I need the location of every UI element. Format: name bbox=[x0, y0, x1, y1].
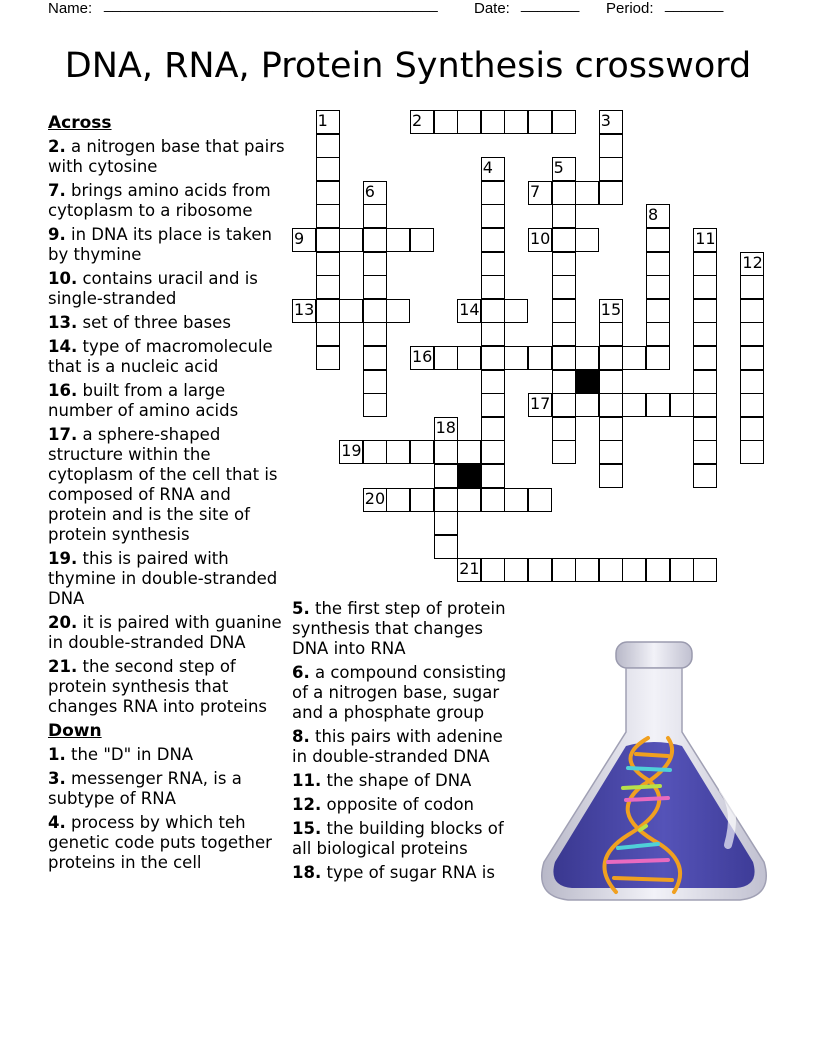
grid-cell[interactable] bbox=[316, 299, 340, 323]
period-label: Period: bbox=[606, 0, 654, 17]
clue-number: 17. bbox=[48, 425, 78, 444]
grid-cell[interactable] bbox=[552, 393, 576, 417]
grid-cell[interactable] bbox=[622, 346, 646, 370]
grid-cell[interactable] bbox=[599, 370, 623, 394]
clue-number: 14. bbox=[48, 337, 78, 356]
grid-cell[interactable] bbox=[646, 252, 670, 276]
grid-cell[interactable] bbox=[740, 322, 764, 346]
clues-left-column bbox=[48, 113, 288, 877]
clue-across-17 bbox=[48, 425, 288, 545]
clue-across-19 bbox=[48, 549, 288, 609]
clue-text: it is paired with guanine in double-stranded DNA bbox=[48, 613, 282, 652]
grid-cell[interactable] bbox=[504, 110, 528, 134]
clue-text: a nitrogen base that pairs with cytosine bbox=[48, 137, 285, 176]
grid-cell[interactable] bbox=[481, 157, 505, 181]
clue-across-9 bbox=[48, 225, 288, 265]
grid-cell[interactable] bbox=[693, 370, 717, 394]
grid-cell[interactable] bbox=[599, 110, 623, 134]
grid-cell[interactable] bbox=[740, 252, 764, 276]
clue-number: 13. bbox=[48, 313, 78, 332]
grid-cell[interactable] bbox=[434, 535, 458, 559]
clue-down-4 bbox=[48, 813, 288, 873]
grid-cell[interactable] bbox=[646, 558, 670, 582]
grid-cell[interactable] bbox=[457, 299, 481, 323]
grid-cell[interactable] bbox=[316, 134, 340, 158]
clue-text: this is paired with thymine in double-stranded DNA bbox=[48, 549, 278, 608]
grid-cell[interactable] bbox=[481, 346, 505, 370]
grid-cell[interactable] bbox=[410, 110, 434, 134]
grid-cell[interactable] bbox=[339, 440, 363, 464]
clue-across-16 bbox=[48, 381, 288, 421]
grid-number: 10 bbox=[530, 229, 551, 248]
grid-cell[interactable] bbox=[457, 488, 481, 512]
clue-down-18 bbox=[292, 863, 522, 883]
grid-cell[interactable] bbox=[646, 204, 670, 228]
grid-cell[interactable] bbox=[693, 252, 717, 276]
grid-number: 20 bbox=[364, 488, 386, 508]
clue-text: the second step of protein synthesis that changes RNA into proteins bbox=[48, 657, 268, 716]
grid-cell[interactable] bbox=[386, 440, 410, 464]
grid-cell[interactable] bbox=[481, 464, 505, 488]
grid-cell[interactable] bbox=[457, 110, 481, 134]
grid-cell[interactable] bbox=[316, 252, 340, 276]
clue-text: brings amino acids from cytoplasm to a ribosome bbox=[48, 181, 271, 220]
grid-cell[interactable] bbox=[316, 181, 340, 205]
grid-cell[interactable] bbox=[740, 346, 764, 370]
grid-cell[interactable] bbox=[481, 370, 505, 394]
grid-cell[interactable] bbox=[316, 322, 340, 346]
grid-cell[interactable] bbox=[339, 228, 363, 252]
clue-across-13 bbox=[48, 313, 288, 333]
grid-cell[interactable] bbox=[552, 275, 576, 299]
grid-cell[interactable] bbox=[434, 511, 458, 535]
grid-cell[interactable] bbox=[552, 299, 576, 323]
grid-cell[interactable] bbox=[363, 228, 387, 252]
grid-number: 7 bbox=[530, 181, 541, 201]
grid-cell[interactable] bbox=[552, 440, 576, 464]
grid-number: 1 bbox=[317, 111, 328, 130]
grid-cell[interactable] bbox=[316, 110, 340, 134]
clue-number: 16. bbox=[48, 381, 78, 400]
grid-cell[interactable] bbox=[552, 370, 576, 394]
grid-cell[interactable] bbox=[599, 299, 623, 323]
grid-cell[interactable] bbox=[410, 228, 434, 252]
grid-cell[interactable] bbox=[316, 228, 340, 252]
grid-cell[interactable] bbox=[670, 558, 694, 582]
grid-cell[interactable] bbox=[363, 252, 387, 276]
name-blank[interactable]: ________________________________________ bbox=[104, 0, 438, 13]
grid-cell[interactable] bbox=[363, 370, 387, 394]
grid-cell[interactable] bbox=[481, 322, 505, 346]
grid-cell[interactable] bbox=[434, 346, 458, 370]
clue-text: this pairs with adenine in double-stranded DNA bbox=[292, 727, 503, 766]
grid-cell[interactable] bbox=[363, 204, 387, 228]
grid-cell[interactable] bbox=[693, 440, 717, 464]
grid-cell[interactable] bbox=[552, 181, 576, 205]
grid-number: 13 bbox=[294, 299, 315, 319]
grid-number: 9 bbox=[294, 229, 305, 248]
grid-cell[interactable] bbox=[622, 393, 646, 417]
clue-text: built from a large number of amino acids bbox=[48, 381, 239, 420]
grid-number: 3 bbox=[600, 111, 611, 130]
grid-cell[interactable] bbox=[386, 299, 410, 323]
grid-cell[interactable] bbox=[457, 558, 481, 582]
grid-number: 18 bbox=[435, 417, 456, 437]
grid-cell[interactable] bbox=[740, 393, 764, 417]
grid-cell[interactable] bbox=[599, 393, 623, 417]
grid-cell[interactable] bbox=[693, 464, 717, 488]
clue-number: 8. bbox=[292, 727, 310, 746]
grid-cell[interactable] bbox=[599, 558, 623, 582]
clue-across-14 bbox=[48, 337, 288, 377]
grid-cell[interactable] bbox=[434, 440, 458, 464]
clue-number: 2. bbox=[48, 137, 66, 156]
grid-cell[interactable] bbox=[693, 417, 717, 441]
down-heading: Down bbox=[48, 721, 102, 741]
grid-cell[interactable] bbox=[693, 393, 717, 417]
clue-down-15 bbox=[292, 819, 522, 859]
grid-cell[interactable] bbox=[504, 488, 528, 512]
grid-number: 6 bbox=[364, 181, 375, 201]
grid-cell[interactable] bbox=[481, 488, 505, 512]
clue-number: 7. bbox=[48, 181, 66, 200]
grid-cell[interactable] bbox=[481, 558, 505, 582]
grid-cell[interactable] bbox=[434, 464, 458, 488]
grid-cell[interactable] bbox=[575, 558, 599, 582]
grid-cell[interactable] bbox=[552, 322, 576, 346]
clue-number: 3. bbox=[48, 769, 66, 788]
grid-cell[interactable] bbox=[693, 322, 717, 346]
grid-cell[interactable] bbox=[410, 488, 434, 512]
grid-cell[interactable] bbox=[363, 322, 387, 346]
grid-cell[interactable] bbox=[646, 275, 670, 299]
clue-text: in DNA its place is taken by thymine bbox=[48, 225, 272, 264]
grid-cell[interactable] bbox=[363, 181, 387, 205]
grid-cell[interactable] bbox=[481, 252, 505, 276]
grid-cell[interactable] bbox=[481, 181, 505, 205]
grid-cell[interactable] bbox=[693, 275, 717, 299]
page-title: DNA, RNA, Protein Synthesis crossword bbox=[64, 46, 752, 86]
clue-number: 6. bbox=[292, 663, 310, 682]
grid-cell[interactable] bbox=[457, 346, 481, 370]
grid-cell[interactable] bbox=[481, 393, 505, 417]
grid-cell[interactable] bbox=[575, 346, 599, 370]
grid-cell[interactable] bbox=[599, 417, 623, 441]
clue-text: the shape of DNA bbox=[326, 771, 472, 790]
grid-block bbox=[457, 464, 481, 488]
grid-number: 17 bbox=[530, 394, 551, 414]
grid-cell[interactable] bbox=[481, 299, 505, 323]
across-heading: Across bbox=[48, 113, 112, 133]
grid-cell[interactable] bbox=[599, 134, 623, 158]
grid-cell[interactable] bbox=[693, 228, 717, 252]
clue-number: 19. bbox=[48, 549, 78, 568]
dna-flask-icon bbox=[528, 640, 778, 910]
grid-cell[interactable] bbox=[599, 464, 623, 488]
grid-cell[interactable] bbox=[599, 181, 623, 205]
grid-number: 11 bbox=[695, 229, 716, 248]
clue-down-6 bbox=[292, 663, 522, 723]
grid-cell[interactable] bbox=[481, 417, 505, 441]
grid-number: 8 bbox=[648, 205, 659, 225]
grid-cell[interactable] bbox=[528, 228, 552, 252]
grid-cell[interactable] bbox=[646, 393, 670, 417]
clue-text: a compound consisting of a nitrogen base, sugar and a phosphate group bbox=[292, 663, 507, 722]
grid-cell[interactable] bbox=[386, 228, 410, 252]
clue-across-7 bbox=[48, 181, 288, 221]
grid-cell[interactable] bbox=[552, 558, 576, 582]
grid-cell[interactable] bbox=[552, 228, 576, 252]
grid-cell[interactable] bbox=[528, 110, 552, 134]
grid-cell[interactable] bbox=[528, 181, 552, 205]
clue-down-11 bbox=[292, 771, 522, 791]
clue-text: the building blocks of all biological proteins bbox=[292, 819, 504, 858]
grid-cell[interactable] bbox=[363, 440, 387, 464]
clue-text: the "D" in DNA bbox=[71, 745, 194, 764]
grid-cell[interactable] bbox=[670, 393, 694, 417]
grid-cell[interactable] bbox=[599, 157, 623, 181]
grid-number: 15 bbox=[600, 299, 622, 319]
grid-cell[interactable] bbox=[599, 440, 623, 464]
grid-cell[interactable] bbox=[552, 204, 576, 228]
grid-block bbox=[575, 370, 599, 394]
clue-number: 5. bbox=[292, 599, 310, 618]
grid-cell[interactable] bbox=[528, 558, 552, 582]
grid-cell[interactable] bbox=[410, 346, 434, 370]
grid-cell[interactable] bbox=[646, 228, 670, 252]
clue-text: process by which teh genetic code puts together proteins in the cell bbox=[48, 813, 272, 872]
grid-cell[interactable] bbox=[646, 346, 670, 370]
grid-cell[interactable] bbox=[740, 440, 764, 464]
grid-cell[interactable] bbox=[599, 346, 623, 370]
grid-cell[interactable] bbox=[740, 299, 764, 323]
name-label: Name: bbox=[48, 0, 93, 17]
period-blank[interactable]: _______ bbox=[665, 0, 724, 13]
grid-cell[interactable] bbox=[528, 346, 552, 370]
grid-cell[interactable] bbox=[552, 346, 576, 370]
grid-number: 16 bbox=[412, 347, 433, 366]
clue-number: 15. bbox=[292, 819, 322, 838]
grid-cell[interactable] bbox=[552, 252, 576, 276]
grid-cell[interactable] bbox=[434, 110, 458, 134]
clue-number: 20. bbox=[48, 613, 78, 632]
grid-cell[interactable] bbox=[740, 370, 764, 394]
clue-down-1 bbox=[48, 745, 288, 765]
grid-number: 5 bbox=[553, 158, 564, 178]
grid-cell[interactable] bbox=[481, 440, 505, 464]
grid-cell[interactable] bbox=[504, 346, 528, 370]
grid-cell[interactable] bbox=[504, 558, 528, 582]
clue-text: opposite of codon bbox=[326, 795, 475, 814]
grid-cell[interactable] bbox=[622, 558, 646, 582]
clue-text: contains uracil and is single-stranded bbox=[48, 269, 258, 308]
grid-cell[interactable] bbox=[363, 299, 387, 323]
clue-text: set of three bases bbox=[82, 313, 231, 332]
date-label: Date: bbox=[474, 0, 510, 17]
grid-cell[interactable] bbox=[363, 393, 387, 417]
clue-number: 21. bbox=[48, 657, 78, 676]
grid-cell[interactable] bbox=[316, 204, 340, 228]
clue-number: 12. bbox=[292, 795, 322, 814]
grid-cell[interactable] bbox=[552, 110, 576, 134]
clue-across-20 bbox=[48, 613, 288, 653]
grid-cell[interactable] bbox=[646, 322, 670, 346]
grid-cell[interactable] bbox=[410, 440, 434, 464]
grid-cell[interactable] bbox=[528, 488, 552, 512]
grid-cell[interactable] bbox=[528, 393, 552, 417]
clue-down-5 bbox=[292, 599, 522, 659]
clue-number: 11. bbox=[292, 771, 322, 790]
grid-cell[interactable] bbox=[457, 440, 481, 464]
grid-cell[interactable] bbox=[481, 275, 505, 299]
grid-number: 4 bbox=[482, 158, 493, 178]
grid-cell[interactable] bbox=[434, 488, 458, 512]
clues-middle-column bbox=[292, 599, 522, 887]
clue-number: 10. bbox=[48, 269, 78, 288]
grid-cell[interactable] bbox=[504, 299, 528, 323]
grid-number: 12 bbox=[742, 252, 763, 272]
grid-cell[interactable] bbox=[386, 488, 410, 512]
grid-number: 14 bbox=[459, 299, 480, 319]
clue-text: messenger RNA, is a subtype of RNA bbox=[48, 769, 242, 808]
grid-cell[interactable] bbox=[740, 275, 764, 299]
clue-number: 9. bbox=[48, 225, 66, 244]
grid-cell[interactable] bbox=[599, 322, 623, 346]
clue-number: 18. bbox=[292, 863, 322, 882]
clue-down-12 bbox=[292, 795, 522, 815]
grid-cell[interactable] bbox=[363, 488, 387, 512]
grid-number: 19 bbox=[341, 441, 362, 461]
grid-number: 21 bbox=[459, 559, 480, 579]
clue-text: the first step of protein synthesis that changes DNA into RNA bbox=[292, 599, 506, 658]
grid-cell[interactable] bbox=[552, 417, 576, 441]
clue-text: type of macromolecule that is a nucleic acid bbox=[48, 337, 273, 376]
clue-number: 4. bbox=[48, 813, 66, 832]
grid-cell[interactable] bbox=[575, 228, 599, 252]
grid-cell[interactable] bbox=[693, 299, 717, 323]
date-blank[interactable]: _______ bbox=[521, 0, 580, 13]
clue-across-21 bbox=[48, 657, 288, 717]
grid-cell[interactable] bbox=[481, 228, 505, 252]
grid-cell[interactable] bbox=[740, 417, 764, 441]
grid-cell[interactable] bbox=[481, 204, 505, 228]
clue-across-2 bbox=[48, 137, 288, 177]
clue-text: a sphere-shaped structure within the cytoplasm of the cell that is composed of RNA and protein and is the site of protein synthesis bbox=[48, 425, 278, 544]
grid-cell[interactable] bbox=[316, 346, 340, 370]
clue-across-10 bbox=[48, 269, 288, 309]
grid-cell[interactable] bbox=[316, 157, 340, 181]
clue-down-3 bbox=[48, 769, 288, 809]
grid-cell[interactable] bbox=[693, 346, 717, 370]
clue-down-8 bbox=[292, 727, 522, 767]
grid-cell[interactable] bbox=[363, 275, 387, 299]
grid-cell[interactable] bbox=[292, 299, 316, 323]
clue-text: type of sugar RNA is bbox=[326, 863, 495, 882]
grid-cell[interactable] bbox=[552, 157, 576, 181]
grid-cell[interactable] bbox=[693, 558, 717, 582]
clue-number: 1. bbox=[48, 745, 66, 764]
grid-cell[interactable] bbox=[339, 299, 363, 323]
grid-cell[interactable] bbox=[646, 299, 670, 323]
grid-cell[interactable] bbox=[434, 417, 458, 441]
grid-cell[interactable] bbox=[575, 181, 599, 205]
grid-cell[interactable] bbox=[292, 228, 316, 252]
grid-cell[interactable] bbox=[363, 346, 387, 370]
grid-cell[interactable] bbox=[316, 275, 340, 299]
grid-cell[interactable] bbox=[481, 110, 505, 134]
grid-number: 2 bbox=[412, 111, 423, 130]
grid-cell[interactable] bbox=[575, 393, 599, 417]
